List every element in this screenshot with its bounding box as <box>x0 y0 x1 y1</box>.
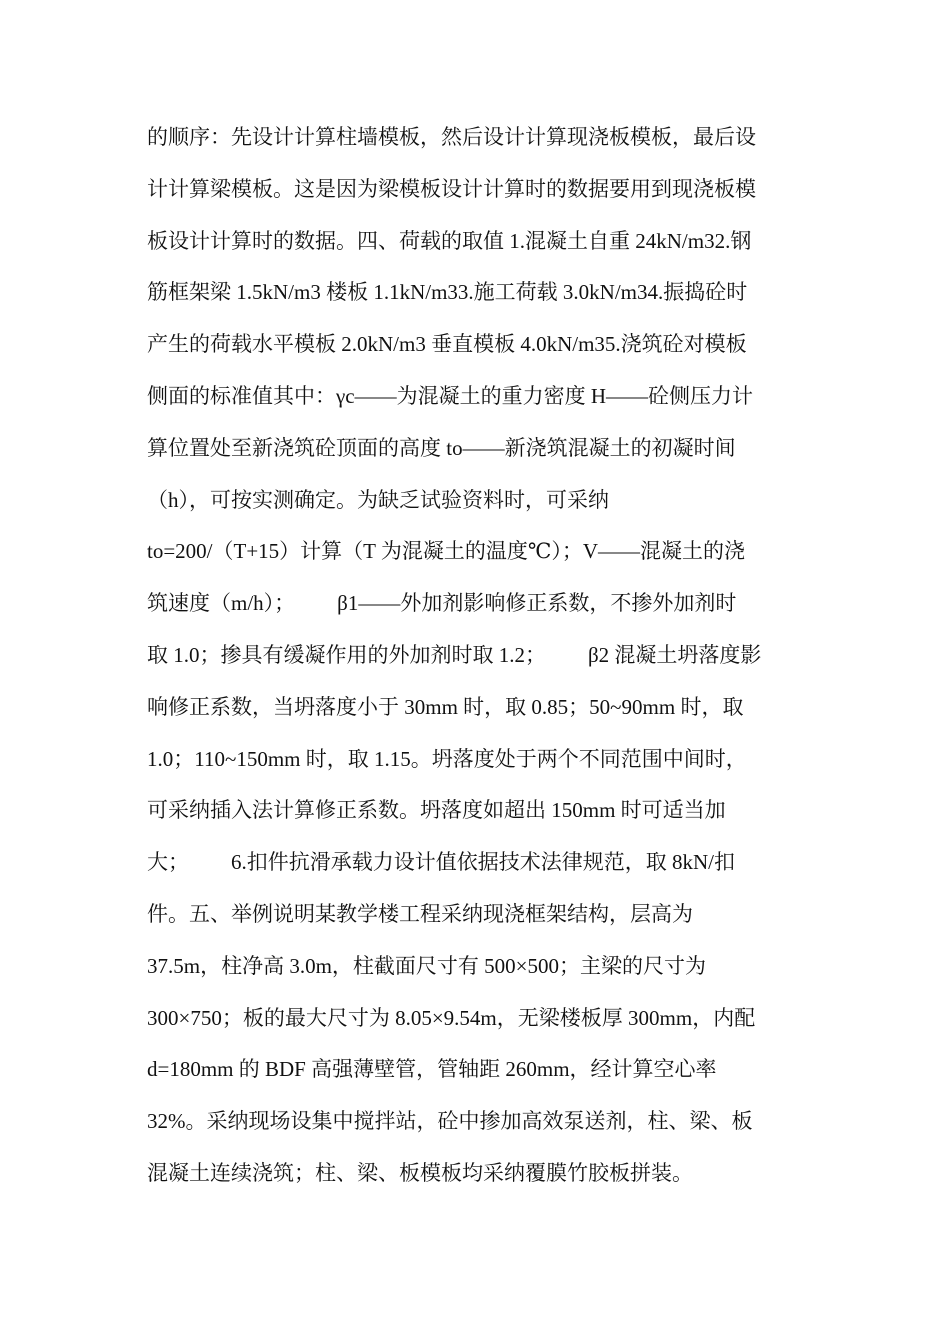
text-line: （h），可按实测确定。为缺乏试验资料时，可采纳 <box>147 487 609 512</box>
text-line: 板设计计算时的数据。四、荷载的取值 1.混凝土自重 24kN/m32.钢 <box>147 228 752 253</box>
text-line: 计计算梁模板。这是因为梁模板设计计算时的数据要用到现浇板模 <box>147 176 756 201</box>
text-line: 32%。采纳现场设集中搅拌站，砼中掺加高效泵送剂，柱、梁、板 <box>147 1109 753 1134</box>
text-line: 产生的荷载水平模板 2.0kN/m3 垂直模板 4.0kN/m35.浇筑砼对模板 <box>147 332 747 357</box>
text-line: 大； 6.扣件抗滑承载力设计值依据技术法律规范，取 8kN/扣 <box>147 850 735 875</box>
text-line: 件。五、举例说明某教学楼工程采纳现浇框架结构，层高为 <box>147 901 693 926</box>
text-line: 1.0；110~150mm 时，取 1.15。坍落度处于两个不同范围中间时， <box>147 746 747 771</box>
text-line: 筋框架梁 1.5kN/m3 楼板 1.1kN/m33.施工荷载 3.0kN/m34.振捣砼时 <box>147 280 748 305</box>
text-line: 37.5m，柱净高 3.0m，柱截面尺寸有 500×500；主梁的尺寸为 <box>147 953 707 978</box>
text-line: 取 1.0；掺具有缓凝作用的外加剂时取 1.2； β2 混凝土坍落度影 <box>147 642 762 667</box>
text-line: 的顺序：先设计计算柱墙模板，然后设计计算现浇板模板，最后设 <box>147 125 756 149</box>
text-line: 300×750；板的最大尺寸为 8.05×9.54m，无梁楼板厚 300mm，内配 <box>147 1005 756 1030</box>
text-line: 混凝土连续浇筑；柱、梁、板模板均采纳覆膜竹胶板拼装。 <box>147 1160 693 1185</box>
text-line: to=200/（T+15）计算（T 为混凝土的温度℃）；V——混凝土的浇 <box>147 539 746 564</box>
text-line: 算位置处至新浇筑砼顶面的高度 to——新浇筑混凝土的初凝时间 <box>147 435 736 460</box>
text-line: 筑速度（m/h）； β1——外加剂影响修正系数，不掺外加剂时 <box>147 591 737 616</box>
text-line: 侧面的标准值其中：γc——为混凝土的重力密度 H——砼侧压力计 <box>147 383 754 408</box>
text-line: d=180mm 的 BDF 高强薄壁管，管轴距 260mm，经计算空心率 <box>147 1057 717 1082</box>
text-line: 响修正系数，当坍落度小于 30mm 时，取 0.85；50~90mm 时，取 <box>147 694 744 719</box>
text-line: 可采纳插入法计算修正系数。坍落度如超出 150mm 时可适当加 <box>147 798 726 823</box>
body-text <box>147 118 807 1206</box>
